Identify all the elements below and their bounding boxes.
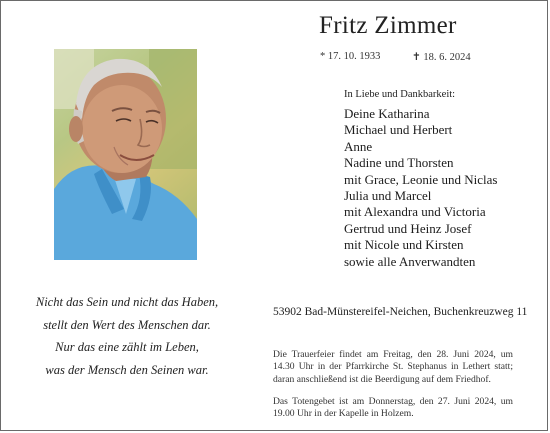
portrait-photo xyxy=(54,49,197,260)
memorial-poem xyxy=(21,291,233,381)
prayer-service-notice: Das Totengebet ist am Donnerstag, den 27. Juni 2024, um 19.00 Uhr in der Kapelle in Holzem. xyxy=(273,396,513,420)
mourner-line: mit Grace, Leonie und Niclas xyxy=(344,171,498,187)
funeral-service-notice: Die Trauerfeier findet am Freitag, den 28. Juni 2024, um 14.30 Uhr in der Pfarrkirche St. Stephanus in Lethert statt; daran anschließend ist die Beerdigung auf dem Friedhof. xyxy=(273,349,513,385)
mourner-line: Nadine und Thorsten xyxy=(344,155,454,171)
poem-line: Nur das eine zählt im Leben, xyxy=(55,340,199,354)
mourner-line: Deine Katharina xyxy=(344,106,430,121)
gratitude-intro: In Liebe und Dankbarkeit: xyxy=(344,89,456,100)
mourner-line: mit Alexandra und Victoria xyxy=(344,204,486,220)
mourner-line: Michael und Herbert xyxy=(344,122,453,138)
mourners-list xyxy=(344,106,497,270)
mourner-line: Julia und Marcel xyxy=(344,188,432,204)
deceased-name: Fritz Zimmer xyxy=(319,12,457,39)
poem-line: was der Mensch den Seinen war. xyxy=(45,362,209,377)
mourner-line: mit Nicole und Kirsten xyxy=(344,237,464,253)
family-address: 53902 Bad-Münstereifel-Neichen, Buchenkreuzweg 11 xyxy=(273,306,528,318)
mourner-line: sowie alle Anverwandten xyxy=(344,253,476,269)
mourner-line: Anne xyxy=(344,138,373,154)
death-date: ✝ 18. 6. 2024 xyxy=(412,52,471,63)
mourner-line: Gertrud und Heinz Josef xyxy=(344,220,472,236)
birth-date: * 17. 10. 1933 xyxy=(320,51,381,62)
poem-line: Nicht das Sein und nicht das Haben, xyxy=(35,295,219,309)
poem-line: stellt den Wert des Menschen dar. xyxy=(43,317,211,332)
portrait-illustration xyxy=(54,49,197,260)
